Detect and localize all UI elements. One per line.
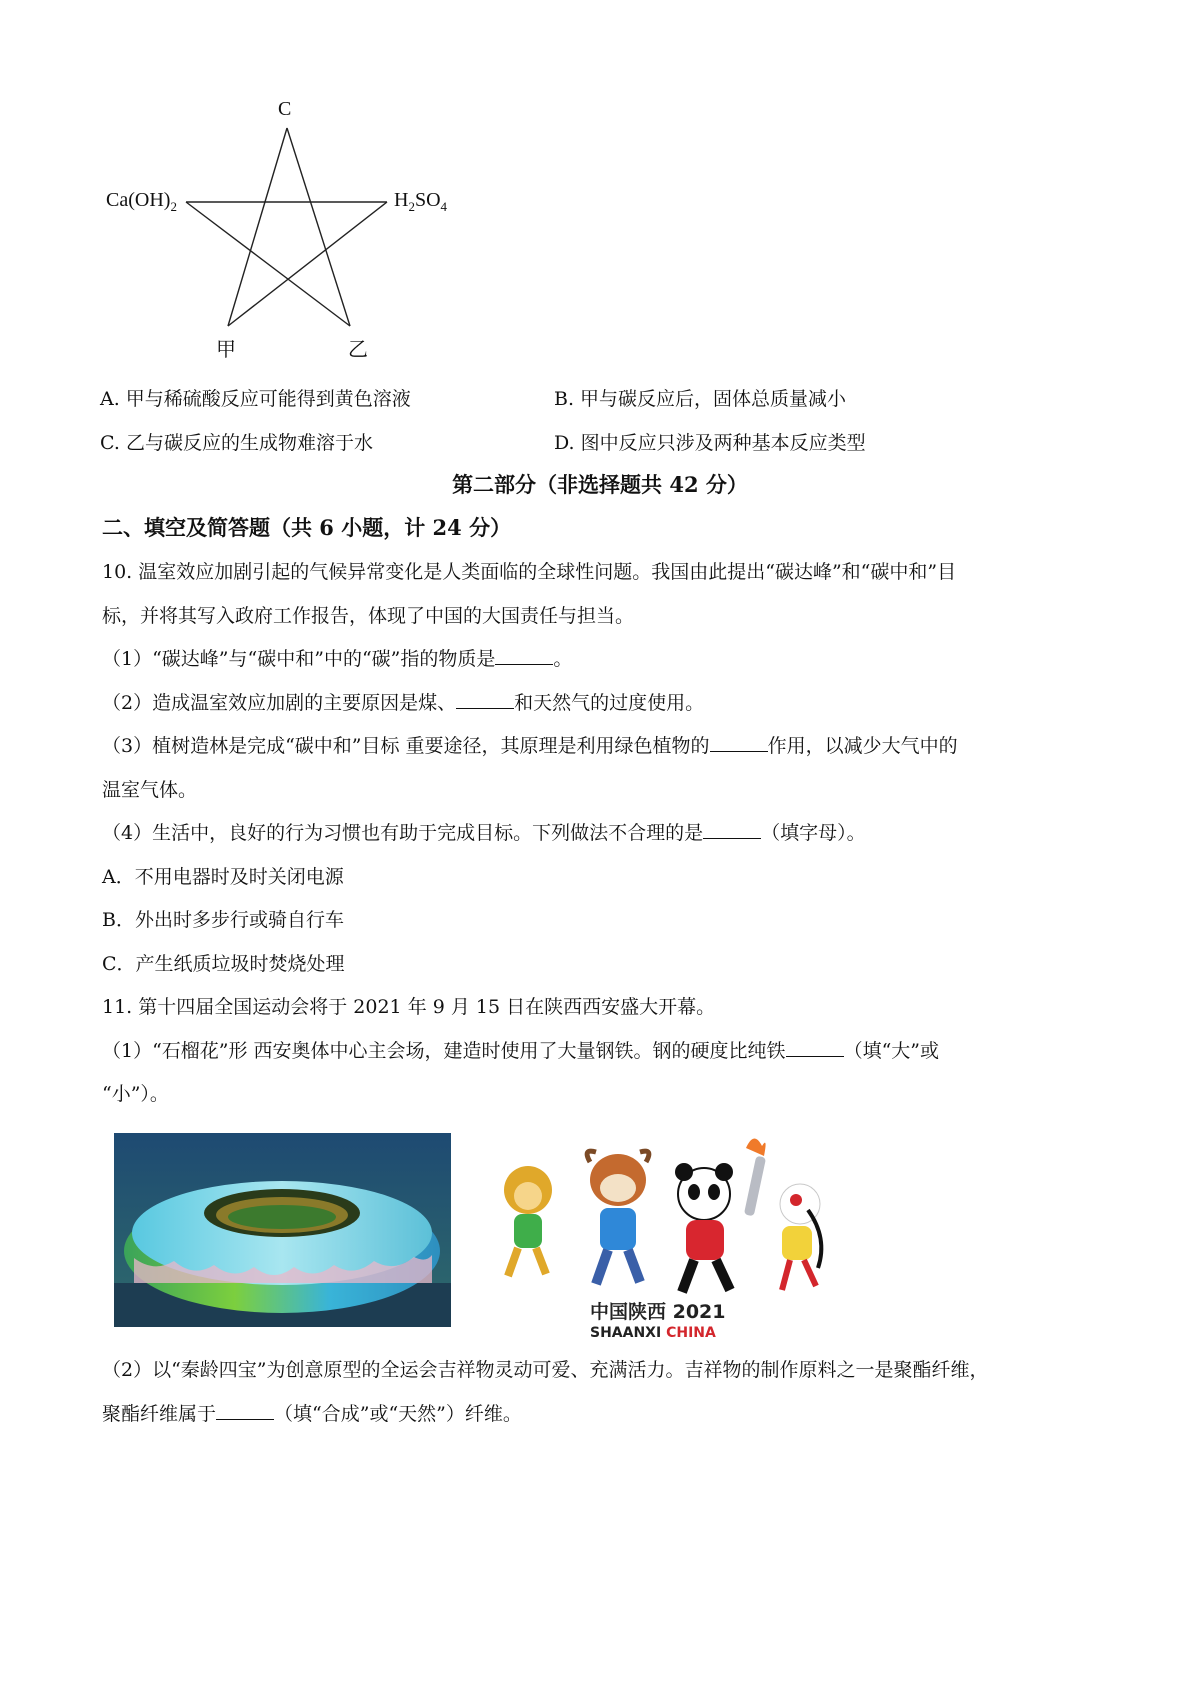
- q11-sub2-end: （填“合成”或“天然”）纤维。: [274, 1403, 522, 1425]
- q11-sub1-line2: “小”）。: [102, 1083, 169, 1105]
- stadium-photo: [114, 1133, 451, 1327]
- formula-text: H: [394, 189, 409, 211]
- q10-sub4-text: （4）生活中，良好的行为习惯也有助于完成目标。下列做法不合理的是: [102, 822, 704, 844]
- option-b: B. 甲与碳反应后，固体总质量减小: [554, 388, 847, 410]
- logo-en-china: CHINA: [666, 1325, 716, 1341]
- answer-blank[interactable]: [703, 820, 761, 839]
- mascots-image: [478, 1128, 870, 1342]
- mascot-takin: [587, 1151, 649, 1284]
- q10-option-c: C．产生纸质垃圾时焚烧处理: [102, 953, 345, 975]
- star-edge: [186, 202, 350, 326]
- q10-sub1: [102, 645, 572, 673]
- formula-subscript: 2: [408, 199, 415, 214]
- formula-text: SO: [414, 189, 441, 211]
- mascot-monkey: [504, 1166, 552, 1276]
- answer-blank[interactable]: [495, 646, 553, 665]
- mascot-ibis: [744, 1138, 821, 1290]
- q10-sub4-end: （填字母）。: [761, 822, 866, 844]
- option-d: D. 图中反应只涉及两种基本反应类型: [554, 432, 866, 454]
- star-label-bottom-right: 乙: [348, 339, 368, 361]
- star-label-left: [106, 189, 177, 215]
- logo-en-shaanxi: SHAANXI: [590, 1325, 667, 1341]
- star-edge: [287, 128, 350, 326]
- q10-sub3-text: （3）植树造林是完成“碳中和”目标 重要途径，其原理是利用绿色植物的: [102, 735, 710, 757]
- star-label-top: C: [278, 98, 292, 120]
- answer-blank[interactable]: [456, 690, 514, 709]
- q11-sub2-line2: [102, 1400, 522, 1428]
- q10-sub1-text: （1）“碳达峰”与“碳中和”中的“碳”指的物质是: [102, 648, 496, 670]
- formula-subscript: 2: [170, 199, 177, 214]
- star-edge: [228, 202, 387, 326]
- option-a: A. 甲与稀硫酸反应可能得到黄色溶液: [100, 388, 411, 410]
- answer-blank[interactable]: [216, 1401, 274, 1420]
- q10-sub3-line2: 温室气体。: [102, 779, 198, 801]
- q10-sub3: [102, 732, 958, 760]
- logo-cn-text: 中国陕西 2021: [590, 1301, 726, 1323]
- answer-blank[interactable]: [786, 1038, 844, 1057]
- section2-title: 二、填空及简答题（共 6 小题，计 24 分）: [102, 515, 512, 540]
- formula-text: Ca(OH): [106, 189, 171, 211]
- part2-title: 第二部分（非选择题共 42 分）: [452, 472, 748, 497]
- q11-sub1-text: （1）“石榴花”形 西安奥体中心主会场，建造时使用了大量钢铁。钢的硬度比纯铁: [102, 1040, 786, 1062]
- mascot-panda: [675, 1163, 733, 1292]
- star-label-bottom-left: 甲: [216, 339, 236, 361]
- option-c: C. 乙与碳反应的生成物难溶于水: [100, 432, 373, 454]
- q10-sub2: [102, 689, 704, 717]
- q10-sub4: [102, 819, 866, 847]
- q10-sub3-end: 作用，以减少大气中的: [767, 735, 958, 757]
- q11-sub1: [102, 1037, 939, 1065]
- q10-stem-line1: 10. 温室效应加剧引起的气候异常变化是人类面临的全球性问题。我国由此提出“碳达峰”和“碳中和”目: [102, 561, 957, 583]
- q10-sub2-text: （2）造成温室效应加剧的主要原因是煤、: [102, 692, 457, 714]
- formula-subscript: 4: [440, 199, 448, 214]
- star-edge: [228, 128, 287, 326]
- star-label-right: [394, 189, 447, 215]
- q10-stem-line2: 标，并将其写入政府工作报告，体现了中国的大国责任与担当。: [102, 605, 635, 627]
- q10-option-b: B．外出时多步行或骑自行车: [102, 909, 344, 931]
- q11-sub2-line1: （2）以“秦龄四宝”为创意原型的全运会吉祥物灵动可爱、充满活力。吉祥物的制作原料之一是聚酯纤维，: [102, 1359, 989, 1381]
- q11-stem: 11. 第十四届全国运动会将于 2021 年 9 月 15 日在陕西西安盛大开幕。: [102, 996, 716, 1018]
- q10-sub2-end: 和天然气的过度使用。: [514, 692, 705, 714]
- q10-option-a: A．不用电器时及时关闭电源: [102, 866, 344, 888]
- logo-en-text: [590, 1325, 716, 1341]
- q11-sub1-end: （填“大”或: [843, 1040, 939, 1062]
- answer-blank[interactable]: [710, 733, 768, 752]
- q11-sub2-text: 聚酯纤维属于: [102, 1403, 217, 1425]
- q10-sub1-end: 。: [553, 648, 573, 670]
